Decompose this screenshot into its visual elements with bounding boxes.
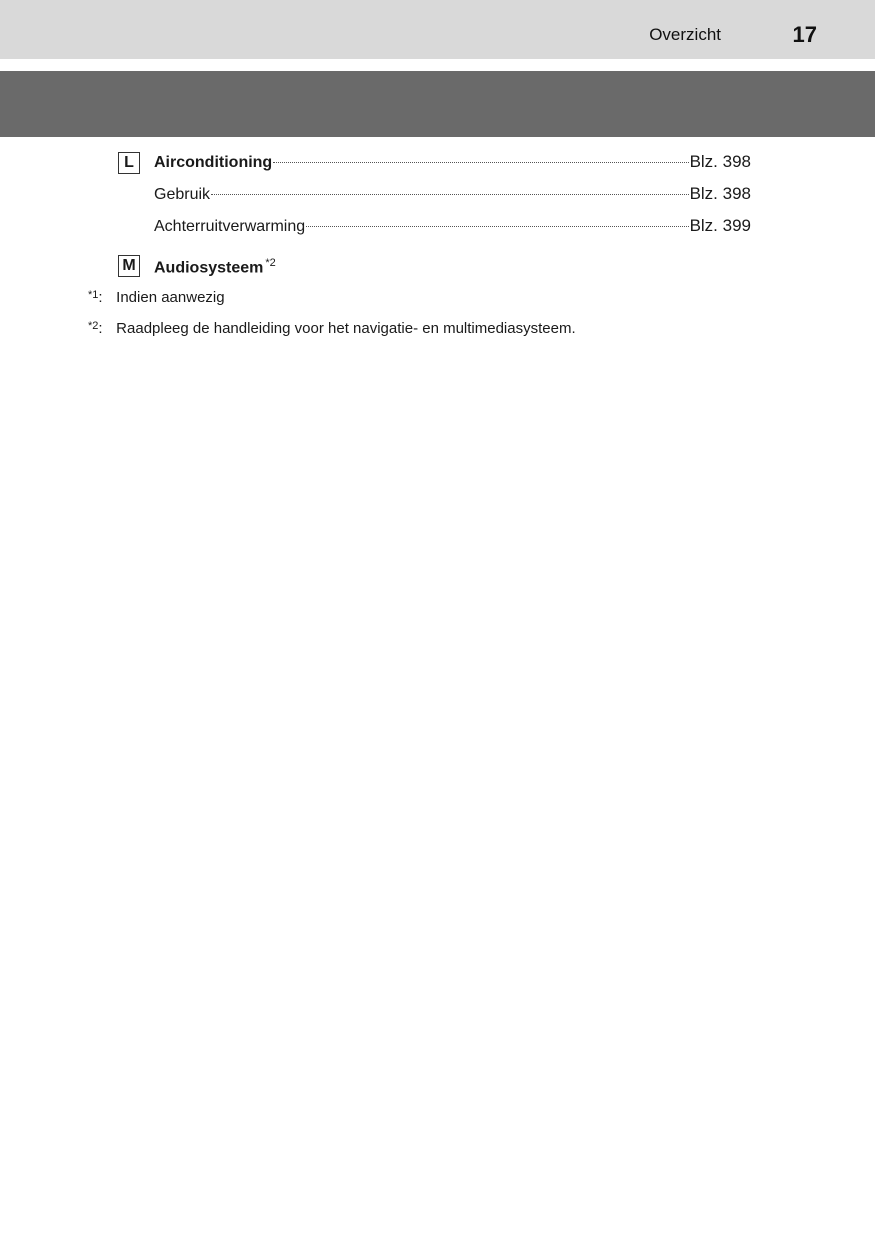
footnote: *2: Raadpleeg de handleiding voor het navigatie- en multimediasysteem. [88, 320, 576, 337]
footnote-mark: *1 [88, 289, 99, 301]
toc-subentry-gebruik[interactable] [154, 184, 751, 206]
item-letter-box: M [118, 255, 140, 277]
toc-entry-airconditioning[interactable] [154, 152, 751, 174]
footnote-mark: *2 [88, 320, 99, 332]
toc-entry-audiosysteem [154, 257, 276, 277]
footnote: *1: Indien aanwezig [88, 289, 225, 306]
footnote-text: Raadpleeg de handleiding voor het navigatie- en multimediasysteem. [116, 320, 576, 337]
dot-leader [273, 162, 688, 163]
toc-entry-label: Audiosysteem [154, 259, 264, 277]
toc-subentry-achterruitverwarming[interactable] [154, 216, 751, 238]
toc-entry-label: Airconditioning [154, 154, 273, 171]
footnote-reference: *2 [265, 257, 276, 269]
header-band [0, 71, 875, 137]
dot-leader [211, 194, 689, 195]
toc-subentry-label: Gebruik [154, 186, 211, 203]
page-header [0, 0, 875, 59]
toc-subentry-page: Blz. 399 [689, 216, 751, 235]
toc-subentry-label: Achterruitverwarming [154, 218, 306, 235]
item-letter-box: L [118, 152, 140, 174]
toc-subentry-page: Blz. 398 [689, 184, 751, 203]
toc-entry-page: Blz. 398 [689, 152, 751, 171]
section-title: Overzicht [649, 25, 721, 44]
footnote-text: Indien aanwezig [116, 289, 225, 306]
page-number: 17 [792, 22, 817, 47]
dot-leader [306, 226, 688, 227]
